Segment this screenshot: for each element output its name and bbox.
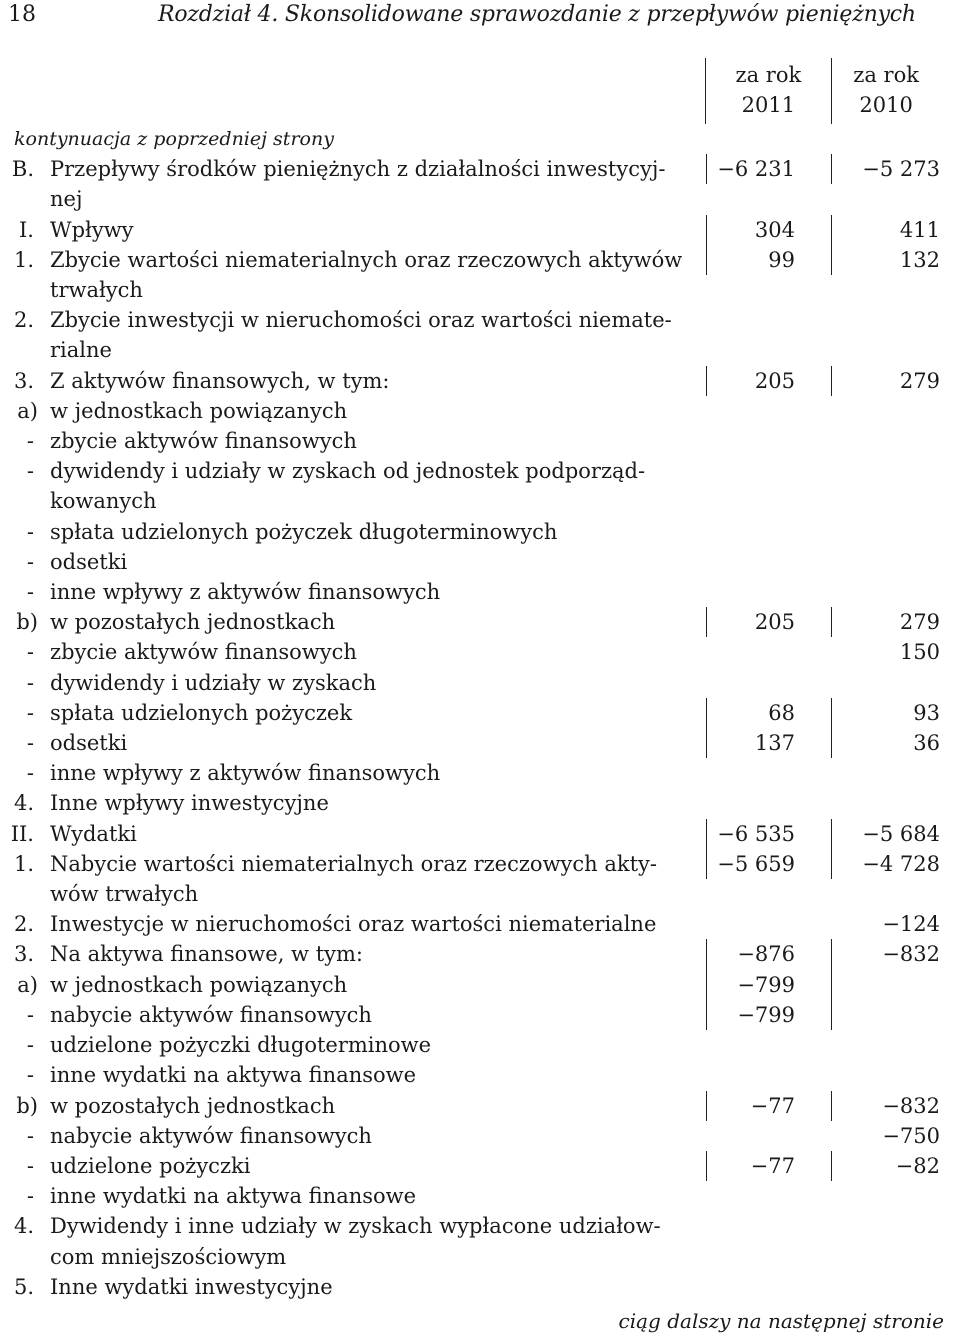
continuation-bottom: ciąg dalszy na następnej stronie (618, 1309, 944, 1333)
value-2011: −77 (706, 1151, 832, 1181)
row-marker: - (26, 640, 34, 665)
row-marker: - (26, 1063, 34, 1088)
row-marker: 2. (13, 308, 34, 333)
row-marker: - (26, 700, 34, 725)
value-2011: 205 (706, 366, 832, 396)
row-label: rialne (50, 338, 112, 363)
table-row (0, 577, 940, 607)
row-marker: 4. (13, 1214, 34, 1239)
table-row (0, 1242, 940, 1272)
row-label: com mniejszościowym (50, 1244, 287, 1269)
row-label: Nabycie wartości niematerialnych oraz rzeczowych akty- (50, 851, 658, 876)
column-header-2010 (832, 58, 940, 124)
row-marker: - (26, 429, 34, 454)
column-headers (0, 58, 940, 124)
row-marker: 5. (13, 1274, 34, 1299)
value-2011: 304 (706, 215, 832, 245)
table-row (0, 849, 940, 879)
row-label: inne wpływy z aktywów finansowych (50, 761, 441, 786)
row-label: odsetki (50, 731, 128, 756)
table-row (0, 1121, 940, 1151)
row-marker: b) (16, 610, 38, 635)
row-label: spłata udzielonych pożyczek (50, 700, 353, 725)
value-2010: −124 (882, 912, 940, 937)
table-row (0, 1030, 940, 1060)
row-marker: - (26, 1123, 34, 1148)
row-label: Przepływy środków pieniężnych z działalności inwestycyj- (50, 157, 666, 182)
row-label: Zbycie inwestycji w nieruchomości oraz wartości niemate- (50, 308, 672, 333)
row-label: Z aktywów finansowych, w tym: (50, 368, 390, 393)
row-label: inne wydatki na aktywa finansowe (50, 1063, 417, 1088)
value-2010: 279 (899, 610, 940, 635)
value-2010: 279 (899, 368, 940, 393)
row-marker: a) (17, 398, 38, 423)
value-2011: −6 535 (706, 819, 832, 849)
table-row (0, 970, 940, 1000)
row-label: udzielone pożyczki długoterminowe (50, 1033, 432, 1058)
table-row (0, 909, 940, 939)
value-2011: −799 (706, 1000, 832, 1030)
row-label: Inwestycje w nieruchomości oraz wartości niematerialne (50, 912, 657, 937)
row-label: w jednostkach powiązanych (50, 398, 348, 423)
row-marker: 3. (13, 942, 34, 967)
table-row (0, 426, 940, 456)
row-label: w jednostkach powiązanych (50, 972, 348, 997)
table-row (0, 879, 940, 909)
value-2011: 205 (706, 607, 832, 637)
row-marker: - (26, 459, 34, 484)
table-row (0, 154, 940, 184)
row-marker: - (26, 731, 34, 756)
column-header-2011-line2: 2011 (741, 93, 796, 117)
value-2010: 93 (913, 700, 940, 725)
table-row (0, 305, 940, 335)
row-marker: I. (19, 217, 34, 242)
row-marker: B. (11, 157, 34, 182)
column-header-2011-line1: za rok (735, 63, 802, 87)
row-marker: - (26, 1184, 34, 1209)
table-row (0, 1091, 940, 1121)
table-row (0, 637, 940, 667)
row-label: spłata udzielonych pożyczek długoterminowych (50, 519, 558, 544)
row-label: inne wydatki na aktywa finansowe (50, 1184, 417, 1209)
row-label: nabycie aktywów finansowych (50, 1002, 372, 1027)
value-2011: −6 231 (706, 154, 832, 184)
row-label: trwałych (50, 278, 143, 303)
row-label: zbycie aktywów finansowych (50, 429, 357, 454)
value-2010: −5 684 (862, 821, 940, 846)
row-marker: - (26, 761, 34, 786)
row-label: w pozostałych jednostkach (50, 1093, 336, 1118)
table-row (0, 1060, 940, 1090)
table-row (0, 456, 940, 486)
row-marker: II. (10, 821, 34, 846)
running-title: Rozdział 4. Skonsolidowane sprawozdanie z przepływów pieniężnych (158, 2, 916, 27)
value-2010: 36 (913, 731, 940, 756)
row-marker: 2. (13, 912, 34, 937)
row-label: Dywidendy i inne udziały w zyskach wypłacone udziałow- (50, 1214, 661, 1239)
row-label: nej (50, 187, 83, 212)
value-2010: −82 (895, 1153, 940, 1178)
value-2011: −799 (706, 970, 832, 1000)
row-marker: - (26, 1033, 34, 1058)
row-label: odsetki (50, 549, 128, 574)
page-header (0, 0, 960, 28)
table-row (0, 275, 940, 305)
page-number: 18 (8, 2, 36, 27)
row-label: Inne wpływy inwestycyjne (50, 791, 329, 816)
value-2010: −832 (882, 1093, 940, 1118)
row-marker: - (26, 549, 34, 574)
table-row (0, 1151, 940, 1181)
row-label: Zbycie wartości niematerialnych oraz rzeczowych aktywów (50, 247, 683, 272)
table-row (0, 547, 940, 577)
row-label: Na aktywa finansowe, w tym: (50, 942, 363, 967)
row-marker: b) (16, 1093, 38, 1118)
value-2011: 68 (706, 698, 832, 728)
table-row (0, 184, 940, 214)
row-label: udzielone pożyczki (50, 1153, 251, 1178)
table-row (0, 939, 940, 969)
row-marker: 4. (13, 791, 34, 816)
row-marker: - (26, 519, 34, 544)
table-row (0, 517, 940, 547)
continuation-row (0, 124, 940, 154)
table-row (0, 758, 940, 788)
value-2011: −876 (706, 939, 832, 969)
value-2011: −77 (706, 1091, 832, 1121)
table-row (0, 1000, 940, 1030)
table-row (0, 819, 940, 849)
table-row (0, 1272, 940, 1302)
row-marker: 1. (13, 247, 34, 272)
table-body (0, 124, 940, 1302)
value-2010: 150 (899, 640, 940, 665)
row-label: inne wpływy z aktywów finansowych (50, 580, 441, 605)
row-label: dywidendy i udziały w zyskach od jednostek podporząd- (50, 459, 646, 484)
column-header-2010-line2: 2010 (859, 93, 913, 117)
table-row (0, 396, 940, 426)
row-label: Wpływy (50, 217, 134, 242)
table-row (0, 366, 940, 396)
value-2011: 137 (706, 728, 832, 758)
row-label: Inne wydatki inwestycyjne (50, 1274, 333, 1299)
row-label: kowanych (50, 489, 157, 514)
table-row (0, 215, 940, 245)
row-marker: 3. (13, 368, 34, 393)
row-marker: a) (17, 972, 38, 997)
value-2011: −5 659 (706, 849, 832, 879)
row-marker: - (26, 670, 34, 695)
row-label: nabycie aktywów finansowych (50, 1123, 372, 1148)
column-header-2011 (705, 58, 833, 124)
value-2010: −832 (882, 942, 940, 967)
row-label: wów trwałych (50, 882, 199, 907)
value-2010: −5 273 (862, 157, 940, 182)
value-2011: 99 (706, 245, 832, 275)
table-row (0, 245, 940, 275)
table-row (0, 788, 940, 818)
table-row (0, 1211, 940, 1241)
row-marker: - (26, 1002, 34, 1027)
row-label: Wydatki (50, 821, 137, 846)
value-2010: −4 728 (862, 851, 940, 876)
column-header-2010-line1: za rok (853, 63, 919, 87)
cash-flow-table (0, 58, 940, 1302)
row-label: w pozostałych jednostkach (50, 610, 336, 635)
label-column-header (0, 58, 705, 124)
row-label: zbycie aktywów finansowych (50, 640, 357, 665)
table-row (0, 486, 940, 516)
row-label: dywidendy i udziały w zyskach (50, 670, 377, 695)
table-row (0, 1181, 940, 1211)
row-marker: - (26, 580, 34, 605)
row-marker: - (26, 1153, 34, 1178)
table-row (0, 335, 940, 365)
table-row (0, 728, 940, 758)
table-row (0, 698, 940, 728)
value-2010: −750 (882, 1123, 940, 1148)
value-2010: 132 (899, 247, 940, 272)
continuation-top: kontynuacja z poprzedniej strony (14, 128, 334, 150)
value-2010: 411 (899, 217, 940, 242)
table-row (0, 607, 940, 637)
table-row (0, 668, 940, 698)
row-marker: 1. (13, 851, 34, 876)
